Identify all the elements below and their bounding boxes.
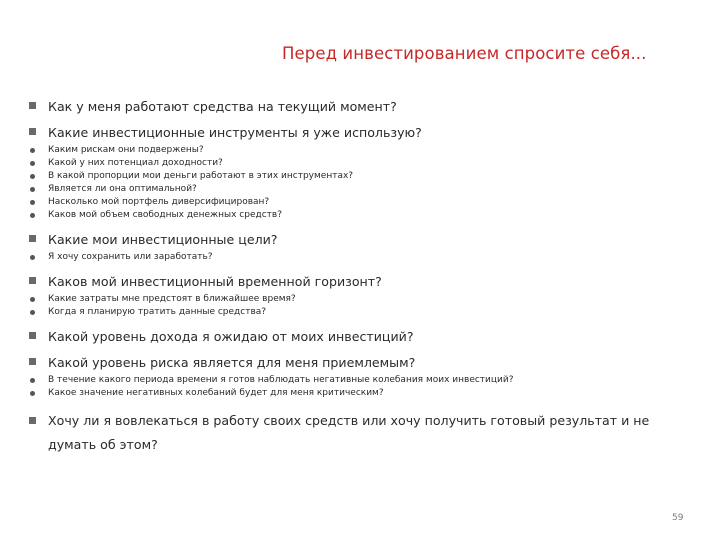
sub-question-list	[28, 251, 698, 264]
square-bullet-icon	[29, 417, 36, 424]
round-bullet-icon	[30, 391, 35, 396]
sub-question-item	[28, 170, 698, 183]
round-bullet-icon	[30, 200, 35, 205]
question-text: Хочу ли я вовлекаться в работу своих средств или хочу получить готовый результат и не думать об этом?	[48, 413, 650, 452]
question-item	[28, 231, 698, 248]
sub-question-text: Я хочу сохранить или заработать?	[48, 252, 213, 262]
round-bullet-icon	[30, 174, 35, 179]
square-bullet-icon	[29, 102, 36, 109]
round-bullet-icon	[30, 378, 35, 383]
question-text: Какой уровень риска является для меня приемлемым?	[48, 355, 416, 370]
question-text: Какие инвестиционные инструменты я уже использую?	[48, 125, 422, 140]
sub-question-item	[28, 251, 698, 264]
question-item	[28, 273, 698, 290]
page-number: 59	[672, 513, 684, 523]
question-text: Какой уровень дохода я ожидаю от моих инвестиций?	[48, 329, 414, 344]
sub-question-item	[28, 293, 698, 306]
square-bullet-icon	[29, 332, 36, 339]
sub-question-item	[28, 306, 698, 319]
sub-question-text: Является ли она оптимальной?	[48, 184, 197, 194]
sub-question-item	[28, 157, 698, 170]
sub-question-text: Какой у них потенциал доходности?	[48, 158, 223, 168]
sub-question-item	[28, 387, 698, 400]
sub-question-item	[28, 144, 698, 157]
question-item	[28, 124, 698, 141]
round-bullet-icon	[30, 148, 35, 153]
square-bullet-icon	[29, 277, 36, 284]
sub-question-item	[28, 374, 698, 387]
sub-question-text: Когда я планирую тратить данные средства?	[48, 307, 267, 317]
sub-question-list	[28, 374, 698, 400]
round-bullet-icon	[30, 255, 35, 260]
sub-question-text: Какие затраты мне предстоят в ближайшее время?	[48, 294, 296, 304]
question-item	[28, 409, 698, 457]
question-text: Как у меня работают средства на текущий момент?	[48, 99, 397, 114]
round-bullet-icon	[30, 187, 35, 192]
slide-title: Перед инвестированием спросите себя...	[282, 44, 647, 63]
question-text: Какие мои инвестиционные цели?	[48, 232, 278, 247]
question-item	[28, 328, 698, 345]
sub-question-item	[28, 209, 698, 222]
sub-question-list	[28, 144, 698, 222]
sub-question-text: Каков мой объем свободных денежных средств?	[48, 210, 282, 220]
round-bullet-icon	[30, 297, 35, 302]
question-list	[28, 98, 698, 457]
sub-question-text: Насколько мой портфель диверсифицирован?	[48, 197, 270, 207]
sub-question-list	[28, 293, 698, 319]
round-bullet-icon	[30, 161, 35, 166]
question-text: Каков мой инвестиционный временной горизонт?	[48, 274, 382, 289]
sub-question-item	[28, 196, 698, 209]
question-item	[28, 354, 698, 371]
sub-question-text: В какой пропорции мои деньги работают в этих инструментах?	[48, 171, 354, 181]
sub-question-item	[28, 183, 698, 196]
square-bullet-icon	[29, 128, 36, 135]
round-bullet-icon	[30, 213, 35, 218]
square-bullet-icon	[29, 235, 36, 242]
sub-question-text: В течение какого периода времени я готов наблюдать негативные колебания моих инвестиций?	[48, 375, 514, 385]
round-bullet-icon	[30, 310, 35, 315]
question-item	[28, 98, 698, 115]
sub-question-text: Каким рискам они подвержены?	[48, 145, 204, 155]
sub-question-text: Какое значение негативных колебаний будет для меня критическим?	[48, 388, 384, 398]
square-bullet-icon	[29, 358, 36, 365]
